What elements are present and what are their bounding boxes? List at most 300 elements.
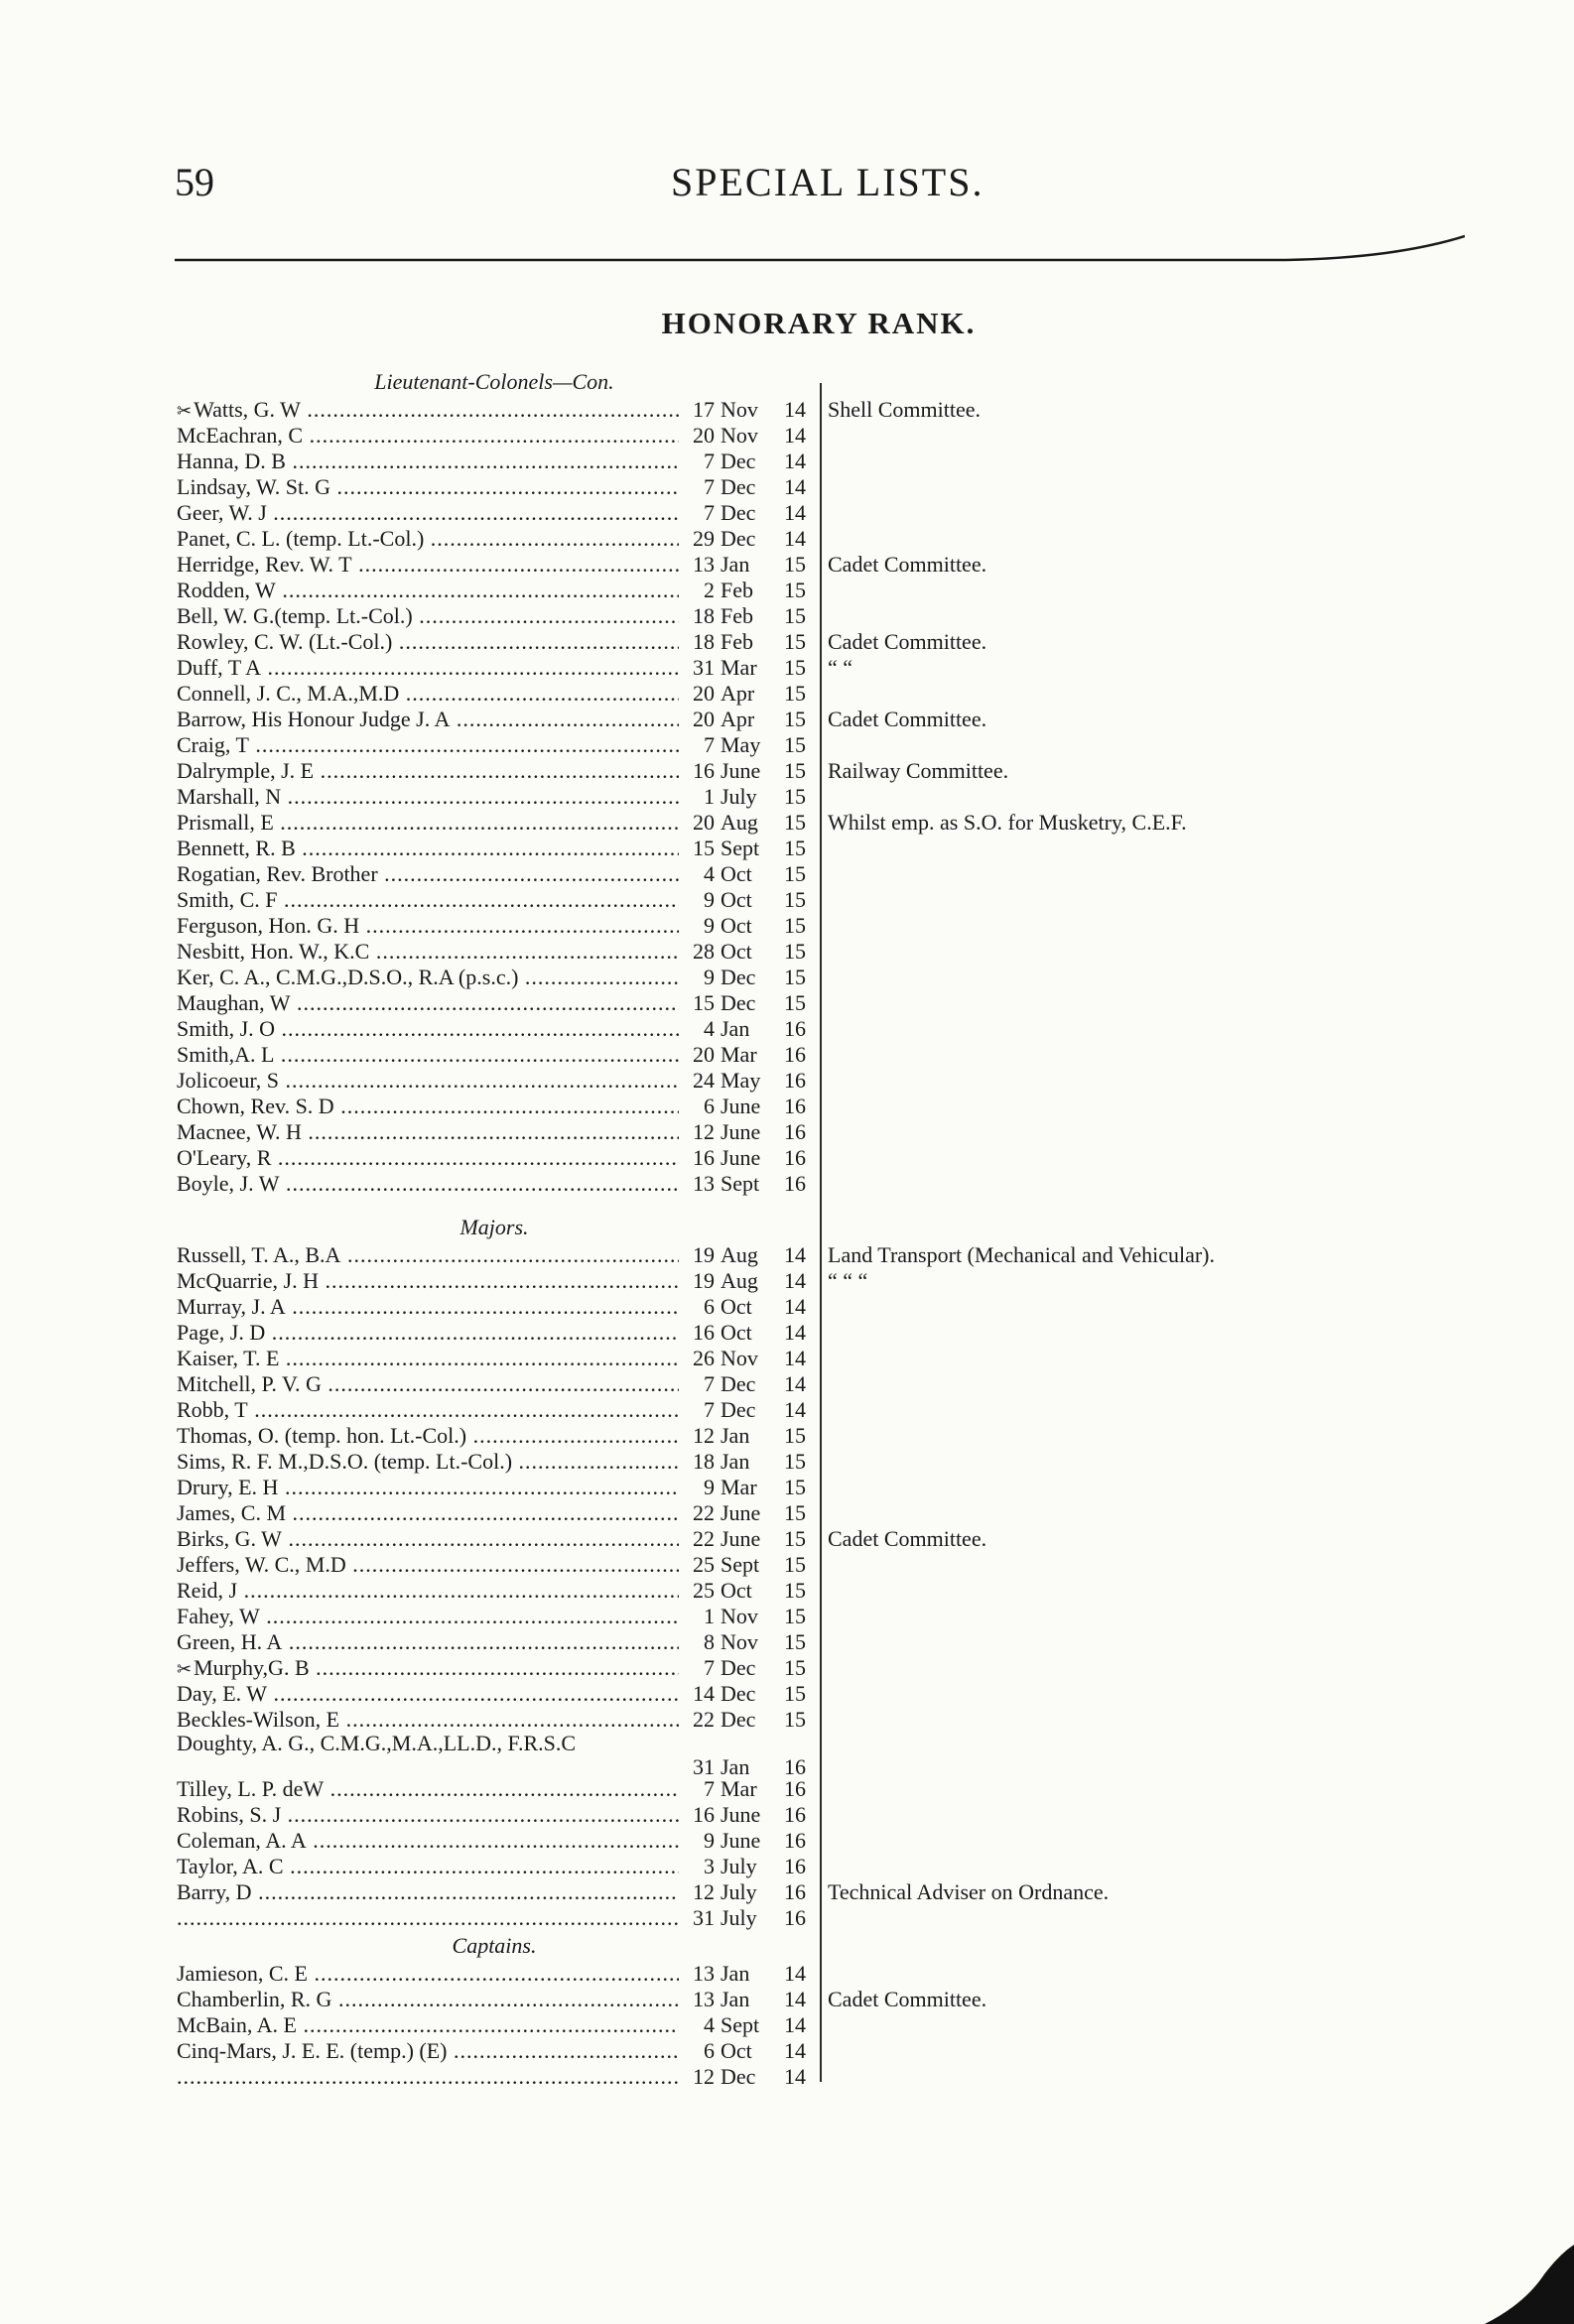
entry-date-day: 22	[693, 1500, 715, 1525]
entry-date-year: 15	[784, 861, 806, 886]
entry-date-year: 16	[784, 1119, 806, 1144]
entry-date-day: 16	[693, 1320, 715, 1345]
list-item	[177, 1320, 1467, 1346]
entry-date	[679, 681, 818, 707]
entry-date	[679, 1094, 818, 1119]
entry-date	[679, 1961, 818, 1987]
entry-date	[679, 1016, 818, 1042]
entry-date-month: June	[721, 1145, 761, 1170]
entry-date-month: Dec	[721, 1707, 756, 1732]
entry-date	[679, 732, 818, 758]
entry-date-year: 15	[784, 603, 806, 628]
entry-name	[177, 810, 679, 836]
main-heading: HONORARY RANK.	[661, 306, 977, 340]
entry-date-day: 6	[704, 1094, 715, 1118]
entry-date	[679, 1776, 818, 1802]
entry-name	[177, 1802, 679, 1828]
entry-date-day: 22	[693, 1526, 715, 1551]
entry-date-year: 14	[784, 1320, 806, 1345]
entry-name	[177, 552, 679, 578]
entry-date-month: Dec	[721, 2064, 756, 2089]
entry-date-year: 15	[784, 629, 806, 654]
entry-date	[679, 1879, 818, 1905]
list-item	[177, 1578, 1467, 1604]
entry-name	[177, 1016, 679, 1042]
list-item	[177, 1371, 1467, 1397]
entry-list	[177, 397, 1467, 1197]
entry-date-month: Nov	[721, 1629, 758, 1654]
entry-date-year: 14	[784, 449, 806, 473]
entry-name-text: Herridge, Rev. W. T	[177, 552, 352, 577]
entry-name-text: Rowley, C. W. (Lt.-Col.)	[177, 629, 393, 654]
entry-date-month: Jan	[721, 1961, 750, 1986]
entry-name-text: Ker, C. A., C.M.G.,D.S.O., R.A (p.s.c.)	[177, 965, 519, 989]
entry-date-year: 14	[784, 397, 806, 422]
entry-date-year: 15	[784, 1423, 806, 1448]
entry-date-year: 15	[784, 1655, 806, 1680]
entry-date-month: Jan	[721, 1016, 750, 1041]
entry-date	[679, 1578, 818, 1604]
entry-date-year: 15	[784, 1604, 806, 1628]
entry-name	[177, 784, 679, 810]
list-item	[177, 1171, 1467, 1197]
list-item	[177, 2064, 1467, 2090]
list-item	[177, 397, 1467, 423]
list-item	[177, 655, 1467, 681]
entry-date-year: 14	[784, 526, 806, 551]
entry-date	[679, 397, 818, 423]
entry-name-text: McBain, A. E	[177, 2012, 297, 2037]
list-item	[177, 423, 1467, 449]
entry-date	[679, 810, 818, 836]
entry-name	[177, 1578, 679, 1604]
entry-name	[177, 1449, 679, 1475]
entry-name-text: Cinq-Mars, J. E. E. (temp.) (E)	[177, 2038, 448, 2063]
entry-date-day: 12	[693, 1119, 715, 1144]
entry-date-month: June	[721, 1828, 761, 1853]
entry-name	[177, 758, 679, 784]
entry-date	[679, 1854, 818, 1879]
entry-name	[177, 397, 679, 424]
entry-date-month: Dec	[721, 965, 756, 989]
entry-date-month: Dec	[721, 500, 756, 525]
entry-date-year: 16	[784, 1854, 806, 1878]
entry-name-text: Sims, R. F. M.,D.S.O. (temp. Lt.-Col.)	[177, 1449, 513, 1474]
entry-date-month: July	[721, 1879, 757, 1904]
entry-name-text: Geer, W. J	[177, 500, 267, 525]
list-item	[177, 1068, 1467, 1094]
list-item	[177, 1604, 1467, 1629]
entry-name	[177, 629, 679, 655]
entry-name-text: Marshall, N	[177, 784, 282, 809]
entry-date-day: 7	[704, 1371, 715, 1396]
entry-date-year: 14	[784, 2064, 806, 2089]
list-item	[177, 681, 1467, 707]
entry-date	[679, 474, 818, 500]
entry-name	[177, 1068, 679, 1094]
entry-date-month: Nov	[721, 1346, 758, 1370]
entry-date	[679, 1707, 818, 1733]
entry-date	[679, 500, 818, 526]
entry-name-text: Doughty, A. G., C.M.G.,M.A.,LL.D., F.R.S.C	[177, 1733, 577, 1755]
entry-date-day: 3	[704, 1854, 715, 1878]
entry-name-text: McQuarrie, J. H	[177, 1268, 319, 1293]
entry-date	[679, 552, 818, 578]
entry-date-month: Oct	[721, 887, 752, 912]
entry-date	[679, 1242, 818, 1268]
entry-date-year: 16	[784, 1776, 806, 1801]
entry-name	[177, 1733, 679, 1776]
entry-name-text: Drury, E. H	[177, 1475, 279, 1499]
list-item	[177, 1526, 1467, 1552]
entry-date-day: 31	[693, 1754, 715, 1779]
entry-date-month: Aug	[721, 1268, 758, 1293]
entry-date	[679, 1828, 818, 1854]
entry-name	[177, 1526, 679, 1552]
entry-date-day: 12	[693, 1423, 715, 1448]
entry-name	[177, 526, 679, 552]
entry-name	[177, 1854, 679, 1879]
entry-date-month: Aug	[721, 1242, 758, 1267]
entry-name-text: Panet, C. L. (temp. Lt.-Col.)	[177, 526, 425, 551]
entry-name	[177, 1042, 679, 1068]
entry-note: Whilst emp. as S.O. for Musketry, C.E.F.	[828, 810, 1187, 835]
entry-name	[177, 1423, 679, 1449]
list-item	[177, 1016, 1467, 1042]
entry-name-text: Beckles-Wilson, E	[177, 1707, 340, 1732]
entry-date-year: 14	[784, 1294, 806, 1319]
entry-date-month: June	[721, 1802, 761, 1827]
entry-date-day: 29	[693, 526, 715, 551]
entry-date	[679, 2038, 818, 2064]
entry-name	[177, 1268, 679, 1294]
entry-name	[177, 732, 679, 758]
entry-date-year: 14	[784, 1242, 806, 1267]
entry-date-month: Oct	[721, 1578, 752, 1603]
entry-date-year: 14	[784, 474, 806, 499]
entry-date	[679, 939, 818, 965]
scissors-icon: ✂	[177, 401, 193, 421]
entry-name-text: Kaiser, T. E	[177, 1346, 280, 1370]
page-header-title: SPECIAL LISTS.	[671, 160, 984, 204]
list-item	[177, 1119, 1467, 1145]
entry-date-year: 16	[784, 1828, 806, 1853]
entry-date-year: 16	[784, 1042, 806, 1067]
entry-name-text: Craig, T	[177, 732, 249, 757]
entry-list	[177, 1242, 1467, 1931]
entry-date	[679, 1119, 818, 1145]
entry-date-day: 7	[704, 500, 715, 525]
entry-note: Railway Committee.	[828, 758, 1009, 783]
entry-date-month: Dec	[721, 1397, 756, 1422]
entry-date-day: 9	[704, 887, 715, 912]
entry-name	[177, 2012, 679, 2038]
entry-date-day: 8	[704, 1629, 715, 1654]
entry-date	[679, 1268, 818, 1294]
entry-name-text: Smith,A. L	[177, 1042, 275, 1067]
entry-date	[679, 655, 818, 681]
entry-date	[679, 965, 818, 990]
entry-date-day: 25	[693, 1578, 715, 1603]
entry-name-text: Murphy,G. B	[194, 1655, 310, 1680]
entry-date-year: 15	[784, 1500, 806, 1525]
entry-date-day: 1	[704, 1604, 715, 1628]
list-item	[177, 1094, 1467, 1119]
entry-date-month: Sept	[721, 1552, 760, 1577]
entry-name	[177, 2064, 679, 2090]
entry-date-month: June	[721, 1094, 761, 1118]
entry-name-text: Lindsay, W. St. G	[177, 474, 331, 499]
section-heading: Majors.	[459, 1215, 529, 1239]
entry-date-month: Mar	[721, 1776, 757, 1801]
list-item	[177, 1145, 1467, 1171]
entry-name-text: Jeffers, W. C., M.D	[177, 1552, 346, 1577]
list-item	[177, 861, 1467, 887]
entry-name-text: Chown, Rev. S. D	[177, 1094, 334, 1118]
entry-date-month: Mar	[721, 655, 757, 680]
entry-note: Cadet Committee.	[828, 552, 987, 577]
list-item	[177, 1397, 1467, 1423]
entry-date-month: Dec	[721, 1655, 756, 1680]
entry-date-month: Jan	[721, 552, 750, 577]
entry-date	[679, 784, 818, 810]
entry-date	[679, 1294, 818, 1320]
entry-date-day: 20	[693, 707, 715, 731]
entry-date-year: 16	[784, 1802, 806, 1827]
entry-date	[679, 1802, 818, 1828]
entry-date-month: Jan	[721, 1423, 750, 1448]
entry-date-day: 28	[693, 939, 715, 964]
entry-name-text: Hanna, D. B	[177, 449, 286, 473]
list-item	[177, 965, 1467, 990]
entry-date	[679, 526, 818, 552]
entry-name-text: Duff, T A	[177, 655, 261, 680]
entry-date-day: 17	[693, 397, 715, 422]
entry-date-month: Oct	[721, 2038, 752, 2063]
entry-date-day: 18	[693, 629, 715, 654]
entry-date-day: 13	[693, 552, 715, 577]
entry-date-day: 4	[704, 2012, 715, 2037]
entry-date	[679, 603, 818, 629]
entry-date-year: 15	[784, 707, 806, 731]
entry-date-month: Nov	[721, 397, 758, 422]
entry-date-month: Dec	[721, 526, 756, 551]
entry-date	[679, 1145, 818, 1171]
entry-name	[177, 423, 679, 449]
entry-date-year: 15	[784, 1475, 806, 1499]
entry-date	[679, 1397, 818, 1423]
list-item	[177, 2038, 1467, 2064]
list-item	[177, 578, 1467, 603]
section-majors	[177, 1213, 1467, 1931]
entry-date-month: May	[721, 1068, 761, 1093]
entry-date-year: 15	[784, 1629, 806, 1654]
entry-name	[177, 707, 679, 732]
entry-name	[177, 578, 679, 603]
entry-name	[177, 449, 679, 474]
entry-date-year: 15	[784, 732, 806, 757]
entry-date-day: 20	[693, 1042, 715, 1067]
entry-date-year: 14	[784, 1268, 806, 1293]
entry-date-year: 15	[784, 939, 806, 964]
list-item	[177, 1733, 1467, 1779]
entry-date-day: 18	[693, 1449, 715, 1474]
list-item	[177, 1552, 1467, 1578]
entry-date-day: 15	[693, 990, 715, 1015]
entry-name-text: Bell, W. G.(temp. Lt.-Col.)	[177, 603, 413, 628]
entry-date-month: Dec	[721, 1681, 756, 1706]
entry-date-day: 20	[693, 810, 715, 835]
entry-note: Cadet Committee.	[828, 629, 987, 654]
entry-name-text: Nesbitt, Hon. W., K.C	[177, 939, 370, 964]
section-heading: Captains.	[452, 1933, 537, 1958]
list-item	[177, 1500, 1467, 1526]
entry-name	[177, 1371, 679, 1397]
page-corner-shadow	[1485, 2245, 1574, 2324]
list-item	[177, 1707, 1467, 1733]
list-item	[177, 1042, 1467, 1068]
entry-date-month: Feb	[721, 629, 753, 654]
entry-date-month: Apr	[721, 707, 755, 731]
entry-name-text: Smith, J. O	[177, 1016, 276, 1041]
entry-note: Land Transport (Mechanical and Vehicular).	[828, 1242, 1215, 1267]
entry-name	[177, 1094, 679, 1119]
entry-date-month: Dec	[721, 990, 756, 1015]
list-item	[177, 1449, 1467, 1475]
entry-date-year: 15	[784, 784, 806, 809]
entry-date-year: 16	[784, 1016, 806, 1041]
entry-date-month: July	[721, 784, 757, 809]
entry-date-day: 19	[693, 1268, 715, 1293]
entry-name-text: McEachran, C	[177, 423, 304, 448]
entry-date-month: Mar	[721, 1042, 757, 1067]
entry-name	[177, 1552, 679, 1578]
entry-name	[177, 1397, 679, 1423]
entry-name	[177, 1475, 679, 1500]
entry-date-year: 14	[784, 500, 806, 525]
entry-name-text: O'Leary, R	[177, 1145, 272, 1170]
list-item	[177, 1655, 1467, 1681]
entry-name-text: Connell, J. C., M.A.,M.D	[177, 681, 400, 706]
entry-date-year: 15	[784, 1681, 806, 1706]
entry-date	[679, 1449, 818, 1475]
entry-name	[177, 1604, 679, 1629]
entry-date-day: 15	[693, 836, 715, 860]
entry-name-text: Robb, T	[177, 1397, 248, 1422]
entry-date-day: 16	[693, 758, 715, 783]
entry-name-text: Taylor, A. C	[177, 1854, 284, 1878]
entry-name	[177, 474, 679, 500]
entry-name-text: Macnee, W. H	[177, 1119, 302, 1144]
entry-name	[177, 655, 679, 681]
entry-date-day: 13	[693, 1987, 715, 2011]
entry-name	[177, 1961, 679, 1987]
entry-date-year: 14	[784, 423, 806, 448]
entry-note: Shell Committee.	[828, 397, 981, 422]
entry-date-day: 16	[693, 1145, 715, 1170]
entry-date-year: 15	[784, 990, 806, 1015]
entry-date-day: 9	[704, 1828, 715, 1853]
entry-name	[177, 1905, 679, 1931]
entry-date-year: 15	[784, 1526, 806, 1551]
page-number: 59	[175, 160, 214, 204]
list-item	[177, 500, 1467, 526]
entry-date-month: June	[721, 1526, 761, 1551]
entry-name-text: Rogatian, Rev. Brother	[177, 861, 378, 886]
entry-date-day: 6	[704, 1294, 715, 1319]
entry-name	[177, 681, 679, 707]
entry-date-month: Oct	[721, 1320, 752, 1345]
list-item	[177, 990, 1467, 1016]
list-item	[177, 2012, 1467, 2038]
entry-date-month: Aug	[721, 810, 758, 835]
entry-date-day: 7	[704, 1397, 715, 1422]
entry-date-month: Oct	[721, 861, 752, 886]
entry-date-day: 7	[704, 474, 715, 499]
entry-date	[679, 758, 818, 784]
list-item	[177, 1776, 1467, 1802]
section-lieutenant-colonels	[177, 367, 1467, 1197]
entry-date-day: 7	[704, 1776, 715, 1801]
entry-name-text: Smith, C. F	[177, 887, 278, 912]
entry-date-year: 14	[784, 2038, 806, 2063]
entry-name-text: Murray, J. A	[177, 1294, 286, 1319]
entry-date-year: 14	[784, 2012, 806, 2037]
entry-date-day: 13	[693, 1961, 715, 1986]
entry-date	[679, 1655, 818, 1681]
entry-date	[679, 1068, 818, 1094]
list-item	[177, 629, 1467, 655]
entry-name-text: Green, H. A	[177, 1629, 283, 1654]
list-item	[177, 1629, 1467, 1655]
entry-date-month: Feb	[721, 578, 753, 602]
entry-name-text: Rodden, W	[177, 578, 276, 602]
entry-date	[679, 707, 818, 732]
entry-date-month: July	[721, 1905, 757, 1930]
entry-date-year: 15	[784, 655, 806, 680]
entry-name	[177, 1145, 679, 1171]
entry-date-year: 14	[784, 1961, 806, 1986]
entry-date-year: 15	[784, 913, 806, 938]
entry-date	[679, 1371, 818, 1397]
entry-name	[177, 913, 679, 939]
entry-note: Cadet Committee.	[828, 707, 987, 731]
entry-date-year: 15	[784, 965, 806, 989]
entry-name-text: Page, J. D	[177, 1320, 266, 1345]
entry-name-text: Ferguson, Hon. G. H	[177, 913, 360, 938]
entry-name	[177, 1294, 679, 1320]
entry-date	[679, 2064, 818, 2090]
section-captains	[177, 1931, 1467, 2090]
entry-name	[177, 990, 679, 1016]
entry-date-day: 4	[704, 1016, 715, 1041]
list-item	[177, 707, 1467, 732]
entry-date	[679, 629, 818, 655]
entry-name-text: Reid, J	[177, 1578, 238, 1603]
entry-name-text: Birks, G. W	[177, 1526, 282, 1551]
entry-date-year: 14	[784, 1371, 806, 1396]
list-item	[177, 1242, 1467, 1268]
list-item	[177, 887, 1467, 913]
entry-name-text: Bennett, R. B	[177, 836, 296, 860]
entry-name	[177, 1320, 679, 1346]
entry-date	[679, 449, 818, 474]
entry-date-day: 12	[693, 1879, 715, 1904]
entry-note: Cadet Committee.	[828, 1987, 987, 2011]
entry-date-day: 25	[693, 1552, 715, 1577]
entry-name-text: Prismall, E	[177, 810, 274, 835]
entry-date	[679, 990, 818, 1016]
